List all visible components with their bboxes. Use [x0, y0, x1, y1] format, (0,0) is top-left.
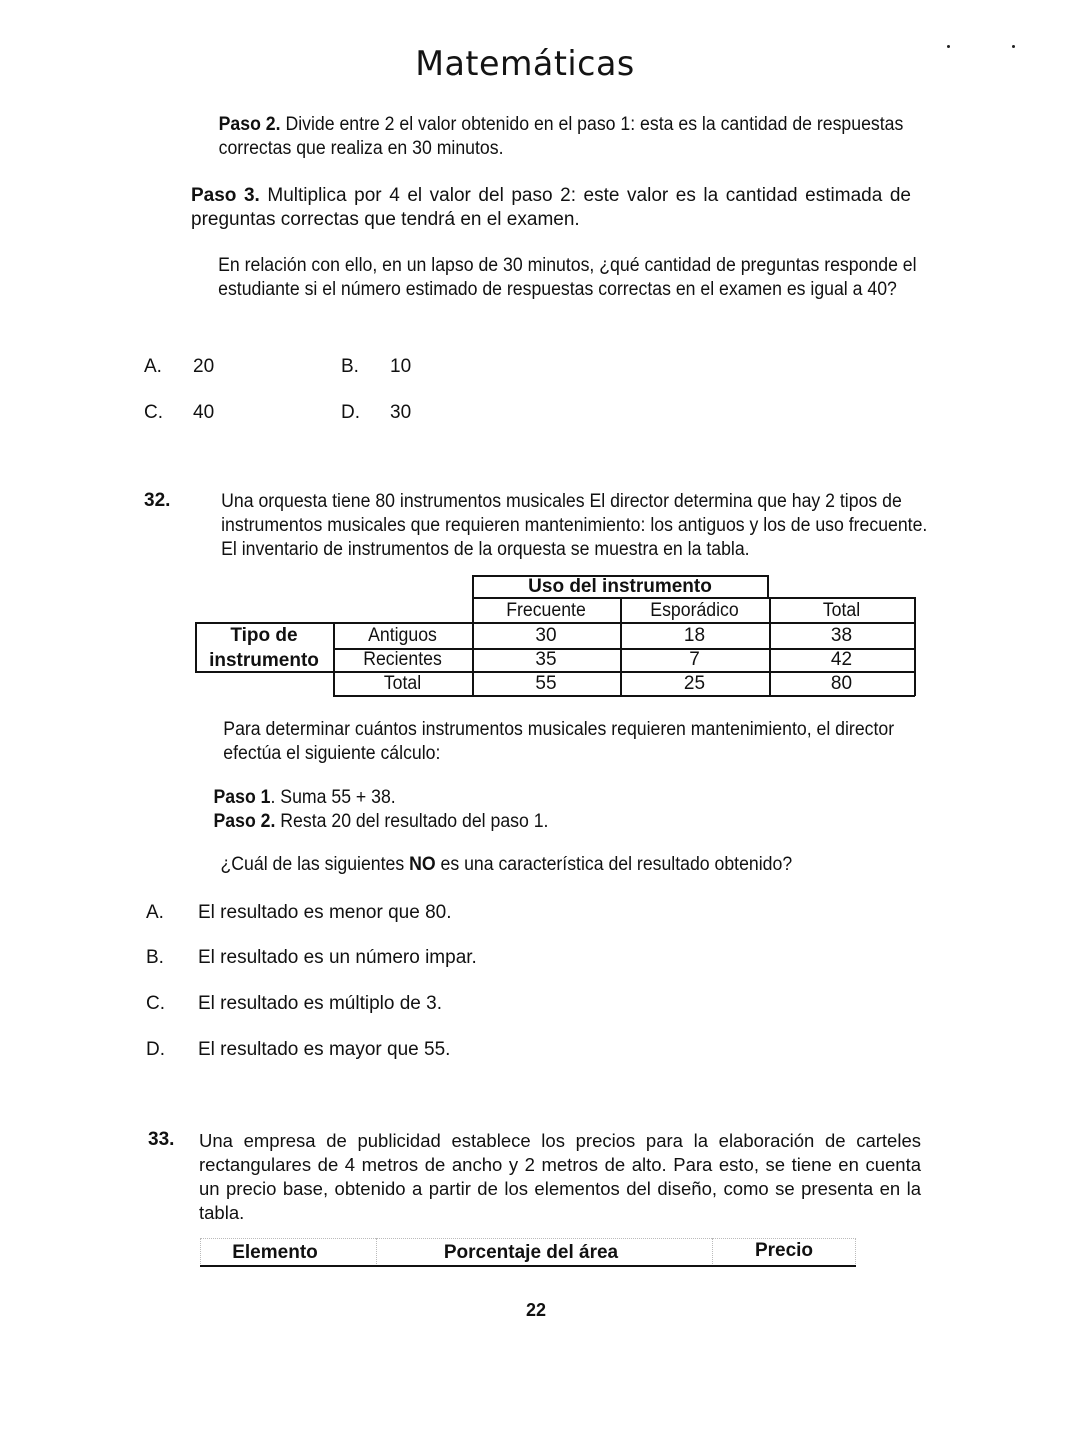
row-group-label: instrumento — [209, 650, 319, 671]
q33-statement — [199, 1129, 921, 1225]
option-letter: A. — [144, 356, 162, 377]
column-header-precio: Precio — [754, 1240, 814, 1261]
q31-paso-3 — [191, 184, 911, 232]
question-text: es una característica del resultado obtenido? — [435, 854, 793, 875]
intro-text: Para determinar cuántos instrumentos musicales requieren mantenimiento, el director efectúa el siguiente cálculo: — [223, 719, 895, 764]
table-cell: 38 — [830, 625, 853, 646]
q32-option-b[interactable]: B. — [146, 947, 164, 968]
page-title: Matemáticas — [415, 44, 635, 84]
paso-text: Divide entre 2 el valor obtenido en el paso 1: esta es la cantidad de respuestas correctas que realiza en 30 minutos. — [218, 114, 904, 159]
question-emphasis: NO — [409, 854, 436, 875]
q31-option-d-value: 30 — [390, 402, 412, 423]
paso-label: Paso 2. — [213, 811, 276, 832]
option-letter: B. — [341, 356, 359, 377]
paso-text: Multiplica por 4 el valor del paso 2: este valor es la cantidad estimada de preguntas correctas que tendrá en el examen. — [191, 185, 911, 230]
q32-option-a-text: El resultado es menor que 80. — [198, 902, 452, 923]
column-header: Frecuente — [506, 600, 586, 621]
q32-option-d-text: El resultado es mayor que 55. — [198, 1039, 451, 1060]
q32-option-c[interactable]: C. — [146, 993, 165, 1014]
option-letter: C. — [144, 402, 163, 423]
q31-option-d[interactable] — [341, 402, 360, 424]
q32-option-d[interactable]: D. — [146, 1039, 165, 1060]
q32-option-c-text: El resultado es múltiplo de 3. — [198, 993, 442, 1014]
scan-speck — [1012, 45, 1015, 48]
column-header-porcentaje: Porcentaje del área — [443, 1242, 619, 1263]
column-header: Esporádico — [650, 600, 739, 621]
option-letter: D. — [341, 402, 360, 423]
question-text: Una empresa de publicidad establece los precios para la elaboración de carteles rectangulares de 4 metros de ancho y 2 metros de alto. Para esto, se tiene en cuenta un precio base, obtenido a partir de los elementos del diseño, como se presenta en la tabla. — [199, 1130, 921, 1223]
q31-question — [191, 254, 966, 302]
table-cell: 35 — [535, 649, 557, 670]
question-number: 33. — [148, 1129, 175, 1150]
row-label: Recientes — [363, 649, 442, 670]
table-cell: 18 — [683, 625, 706, 646]
row-group-label: Tipo de — [230, 625, 298, 646]
q31-option-c-value: 40 — [193, 402, 215, 423]
q32-question — [196, 853, 896, 877]
question-number: 32. — [144, 490, 171, 511]
q31-paso-2 — [191, 113, 971, 161]
paso-label: Paso 2. — [218, 114, 281, 135]
table-cell: 30 — [535, 625, 557, 646]
q31-option-a-value: 20 — [193, 356, 215, 377]
q32-option-b-text: El resultado es un número impar. — [198, 947, 477, 968]
q31-option-a[interactable] — [144, 356, 162, 378]
q32-paso-1 — [196, 786, 696, 810]
q31-option-c[interactable] — [144, 402, 163, 424]
q32-paso-2 — [196, 810, 696, 834]
row-label: Antiguos — [368, 625, 437, 646]
table-group-header: Uso del instrumento — [528, 576, 712, 597]
table-cell: 25 — [683, 673, 706, 694]
paso-label: Paso 3. — [191, 185, 260, 206]
question-text: ¿Cuál de las siguientes — [220, 854, 410, 875]
q32-intro — [196, 718, 926, 766]
column-header-elemento: Elemento — [232, 1242, 318, 1263]
column-header: Total — [822, 600, 861, 621]
pricing-table-header — [200, 1238, 856, 1268]
table-cell: 80 — [830, 673, 853, 694]
paso-text: Resta 20 del resultado del paso 1. — [275, 811, 549, 832]
question-text: En relación con ello, en un lapso de 30 minutos, ¿qué cantidad de preguntas responde el estudiante si el número estimado de respuestas correctas en el examen es igual a 40? — [218, 255, 917, 300]
row-label: Total — [383, 673, 422, 694]
table-cell: 7 — [689, 649, 700, 670]
question-text: Una orquesta tiene 80 instrumentos musicales El director determina que hay 2 tipos de instrumentos musicales que requieren mantenimiento: los antiguos y los de uso frecuente. El inventario de instrumentos de la orquesta se muestra en la tabla. — [221, 491, 928, 560]
page-number: 22 — [525, 1300, 547, 1320]
q32-option-a[interactable]: A. — [146, 902, 164, 923]
paso-text: . Suma 55 + 38. — [270, 787, 396, 808]
q31-option-b[interactable] — [341, 356, 359, 378]
table-cell: 42 — [830, 649, 853, 670]
q32-statement — [194, 490, 928, 562]
paso-label: Paso 1 — [213, 787, 271, 808]
q31-option-b-value: 10 — [390, 356, 412, 377]
table-cell: 55 — [535, 673, 557, 694]
scan-speck — [947, 45, 950, 48]
